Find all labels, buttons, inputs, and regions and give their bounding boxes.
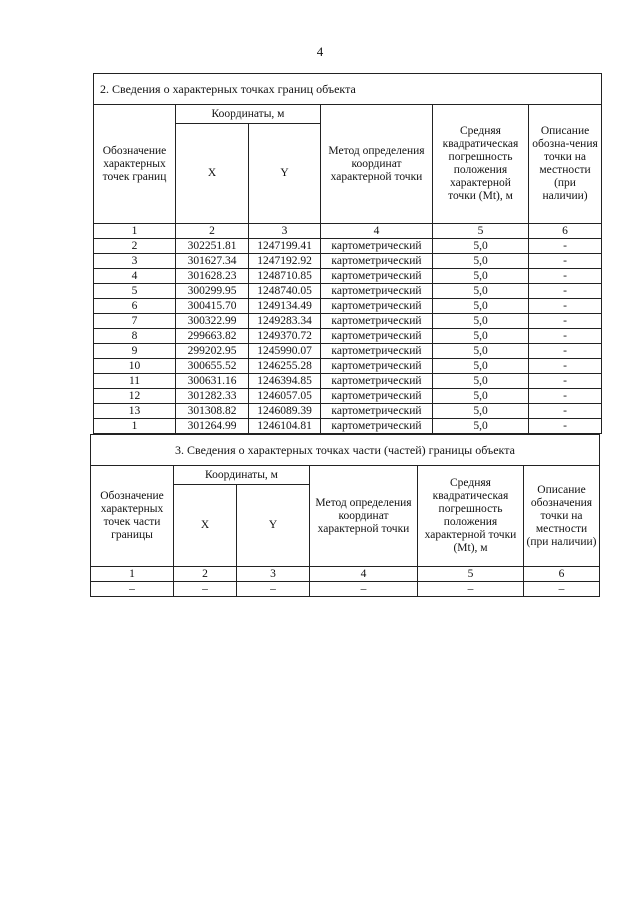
x-coordinate-cell: 301627.34 [176,254,249,269]
method-cell: картометрический [321,299,433,314]
x-coordinate-cell: 301282.33 [176,389,249,404]
point-number-cell: 12 [94,389,176,404]
method-cell: картометрический [321,239,433,254]
accuracy-cell: 5,0 [433,314,529,329]
designation-header: Обозначение характерных точек границ [94,105,176,224]
column-number: 2 [174,567,237,582]
column-number: 5 [418,567,524,582]
column-number: 4 [321,224,433,239]
table-row [94,359,602,374]
accuracy-cell: 5,0 [433,254,529,269]
column-number: 1 [91,567,174,582]
method-cell: картометрический [321,344,433,359]
table-row [94,269,602,284]
accuracy-cell: 5,0 [433,329,529,344]
x-header: X [176,124,249,224]
point-number-cell: 8 [94,329,176,344]
table-row [94,239,602,254]
accuracy-header: Средняя квадратическая погрешность положения характерной точки (Mt), м [433,105,529,224]
x-coordinate-cell: 300322.99 [176,314,249,329]
y-coordinate-cell: 1246089.39 [249,404,321,419]
point-number-cell: 9 [94,344,176,359]
description-cell: - [529,254,602,269]
accuracy-header: Средняя квадратическая погрешность положения характерной точки (Mt), м [418,466,524,567]
y-coordinate-cell: – [237,582,310,597]
column-number: 3 [237,567,310,582]
y-coordinate-cell: 1249370.72 [249,329,321,344]
y-coordinate-cell: 1247192.92 [249,254,321,269]
column-number: 2 [176,224,249,239]
y-coordinate-cell: 1246394.85 [249,374,321,389]
method-header: Метод определения координат характерной точки [321,105,433,224]
point-number-cell: 5 [94,284,176,299]
point-number-cell: 3 [94,254,176,269]
column-numbers-row [94,224,602,239]
y-coordinate-cell: 1249134.49 [249,299,321,314]
table-row [94,299,602,314]
x-coordinate-cell: 300299.95 [176,284,249,299]
method-cell: картометрический [321,374,433,389]
method-cell: – [310,582,418,597]
page-number: 4 [316,44,324,59]
y-coordinate-cell: 1246255.28 [249,359,321,374]
table-row [94,404,602,419]
x-coordinate-cell: – [174,582,237,597]
x-coordinate-cell: 300415.70 [176,299,249,314]
y-header: Y [237,485,310,567]
table-row [94,284,602,299]
description-header: Описание обозначения точки на местности (при наличии) [524,466,600,567]
method-cell: картометрический [321,284,433,299]
table-row [94,329,602,344]
method-cell: картометрический [321,329,433,344]
table-row [94,389,602,404]
part-boundary-points-table [90,434,600,597]
accuracy-cell: 5,0 [433,284,529,299]
x-coordinate-cell: 299202.95 [176,344,249,359]
point-number-cell: 10 [94,359,176,374]
point-number-cell: 6 [94,299,176,314]
x-coordinate-cell: 301264.99 [176,419,249,434]
table-row [94,419,602,434]
y-coordinate-cell: 1249283.34 [249,314,321,329]
x-coordinate-cell: 301628.23 [176,269,249,284]
description-cell: - [529,239,602,254]
y-coordinate-cell: 1247199.41 [249,239,321,254]
method-cell: картометрический [321,254,433,269]
accuracy-cell: 5,0 [433,239,529,254]
method-cell: картометрический [321,419,433,434]
description-cell: - [529,314,602,329]
x-coordinate-cell: 300631.16 [176,374,249,389]
method-cell: картометрический [321,389,433,404]
description-cell: - [529,359,602,374]
description-cell: - [529,299,602,314]
section-title: 3. Сведения о характерных точках части (частей) границы объекта [91,435,600,466]
y-header: Y [249,124,321,224]
coordinates-header: Координаты, м [176,105,321,124]
description-cell: - [529,404,602,419]
table-row [94,374,602,389]
description-cell: - [529,419,602,434]
x-coordinate-cell: 299663.82 [176,329,249,344]
accuracy-cell: 5,0 [433,359,529,374]
table-row [91,582,600,597]
column-number: 1 [94,224,176,239]
method-header: Метод определения координат характерной точки [310,466,418,567]
y-coordinate-cell: 1246104.81 [249,419,321,434]
column-number: 5 [433,224,529,239]
description-cell: - [529,389,602,404]
accuracy-cell: – [418,582,524,597]
y-coordinate-cell: 1246057.05 [249,389,321,404]
accuracy-cell: 5,0 [433,404,529,419]
description-cell: - [529,374,602,389]
point-number-cell: 4 [94,269,176,284]
table-row [94,254,602,269]
point-number-cell: 2 [94,239,176,254]
column-number: 6 [524,567,600,582]
section-title: 2. Сведения о характерных точках границ объекта [94,74,602,105]
y-coordinate-cell: 1245990.07 [249,344,321,359]
accuracy-cell: 5,0 [433,374,529,389]
column-number: 3 [249,224,321,239]
method-cell: картометрический [321,314,433,329]
method-cell: картометрический [321,359,433,374]
point-number-cell: 7 [94,314,176,329]
accuracy-cell: 5,0 [433,344,529,359]
description-cell: – [524,582,600,597]
description-cell: - [529,329,602,344]
accuracy-cell: 5,0 [433,389,529,404]
x-coordinate-cell: 302251.81 [176,239,249,254]
coordinates-header: Координаты, м [174,466,310,485]
boundary-points-table [93,73,602,434]
x-coordinate-cell: 300655.52 [176,359,249,374]
point-number-cell: – [91,582,174,597]
accuracy-cell: 5,0 [433,299,529,314]
description-header: Описание обозна-чения точки на местности (при наличии) [529,105,602,224]
point-number-cell: 13 [94,404,176,419]
column-number: 4 [310,567,418,582]
y-coordinate-cell: 1248740.05 [249,284,321,299]
y-coordinate-cell: 1248710.85 [249,269,321,284]
point-number-cell: 11 [94,374,176,389]
table-row [94,314,602,329]
designation-header: Обозначение характерных точек части границы [91,466,174,567]
accuracy-cell: 5,0 [433,269,529,284]
description-cell: - [529,269,602,284]
point-number-cell: 1 [94,419,176,434]
method-cell: картометрический [321,269,433,284]
column-numbers-row [91,567,600,582]
column-number: 6 [529,224,602,239]
accuracy-cell: 5,0 [433,419,529,434]
x-coordinate-cell: 301308.82 [176,404,249,419]
x-header: X [174,485,237,567]
method-cell: картометрический [321,404,433,419]
description-cell: - [529,344,602,359]
table-row [94,344,602,359]
description-cell: - [529,284,602,299]
